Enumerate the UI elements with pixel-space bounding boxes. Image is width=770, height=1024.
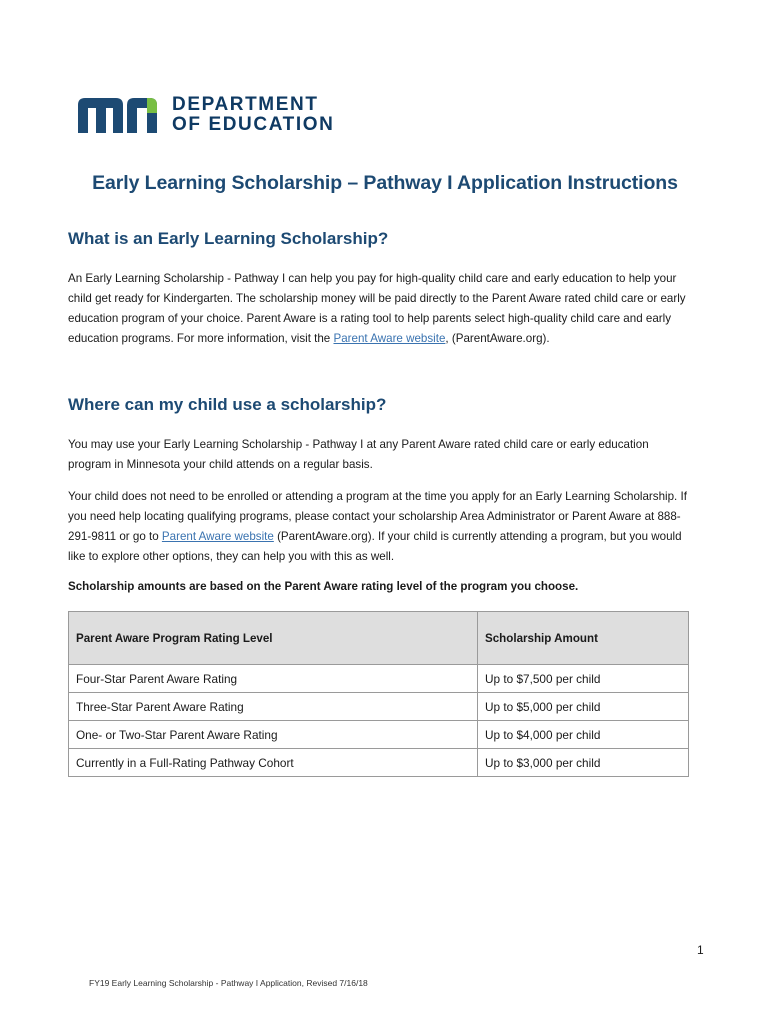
- column-header-rating-level: Parent Aware Program Rating Level: [69, 612, 478, 665]
- section-heading-what-is: What is an Early Learning Scholarship?: [68, 229, 389, 248]
- paragraph-text: Your child does not need to be enrolled or attending a program at the time you apply for an Early Learning Scholarship. If you need help locating qualifying programs, please contact your scholarship Area Administrator or Parent Aware at 888-291-9811 or go to: [68, 490, 687, 543]
- amount-cell: Up to $3,000 per child: [478, 749, 689, 777]
- table-row: [69, 693, 689, 721]
- section-where-paragraph-1: You may use your Early Learning Scholarship - Pathway I at any Parent Aware rated child care or early education program in Minnesota your child attends on a regular basis.: [68, 438, 649, 471]
- page-number: 1: [697, 943, 704, 957]
- rating-level-cell: Three-Star Parent Aware Rating: [69, 693, 478, 721]
- column-header-scholarship-amount: Scholarship Amount: [478, 612, 689, 665]
- scholarship-amounts-note: Scholarship amounts are based on the Parent Aware rating level of the program you choose.: [68, 580, 579, 593]
- page-title: Early Learning Scholarship – Pathway I Application Instructions: [92, 172, 678, 194]
- rating-level-cell: Four-Star Parent Aware Rating: [69, 665, 478, 693]
- section-where-paragraph-2: [68, 487, 692, 567]
- department-of-education-logo: [76, 95, 334, 135]
- table-header-row: [69, 612, 689, 665]
- rating-level-cell: Currently in a Full-Rating Pathway Cohort: [69, 749, 478, 777]
- section-what-is-paragraph: [68, 269, 692, 349]
- paragraph-text-tail: (ParentAware.org). If your child is currently attending a program, but you would like to explore other options, they can help you with this as well.: [68, 530, 682, 563]
- parent-aware-link-2[interactable]: Parent Aware website: [161, 530, 274, 543]
- amount-cell: Up to $4,000 per child: [478, 721, 689, 749]
- logo-line-of-education: OF EDUCATION: [172, 114, 335, 135]
- table-row: [69, 721, 689, 749]
- rating-level-cell: One- or Two-Star Parent Aware Rating: [69, 721, 478, 749]
- parent-aware-link[interactable]: Parent Aware website: [333, 332, 446, 345]
- paragraph-text: An Early Learning Scholarship - Pathway I can help you pay for high-quality child care and early education to help your child get ready for Kindergarten. The scholarship money will be paid directly to the Parent Aware rated child care or early education program of your choice. Parent Aware is a rating tool to help parents select high-quality child care and early education programs. For more information, visit the: [68, 272, 686, 345]
- scholarship-amounts-table: [68, 611, 689, 777]
- mn-logo-mark: [76, 95, 160, 135]
- logo-wordmark: [172, 95, 334, 135]
- logo-line-department: DEPARTMENT: [172, 94, 319, 115]
- table-row: [69, 665, 689, 693]
- amount-cell: Up to $5,000 per child: [478, 693, 689, 721]
- page-footer: FY19 Early Learning Scholarship - Pathway I Application, Revised 7/16/18: [89, 978, 368, 988]
- amount-cell: Up to $7,500 per child: [478, 665, 689, 693]
- paragraph-text-tail: , (ParentAware.org).: [445, 332, 550, 345]
- table-row: [69, 749, 689, 777]
- section-heading-where-use: Where can my child use a scholarship?: [68, 395, 387, 414]
